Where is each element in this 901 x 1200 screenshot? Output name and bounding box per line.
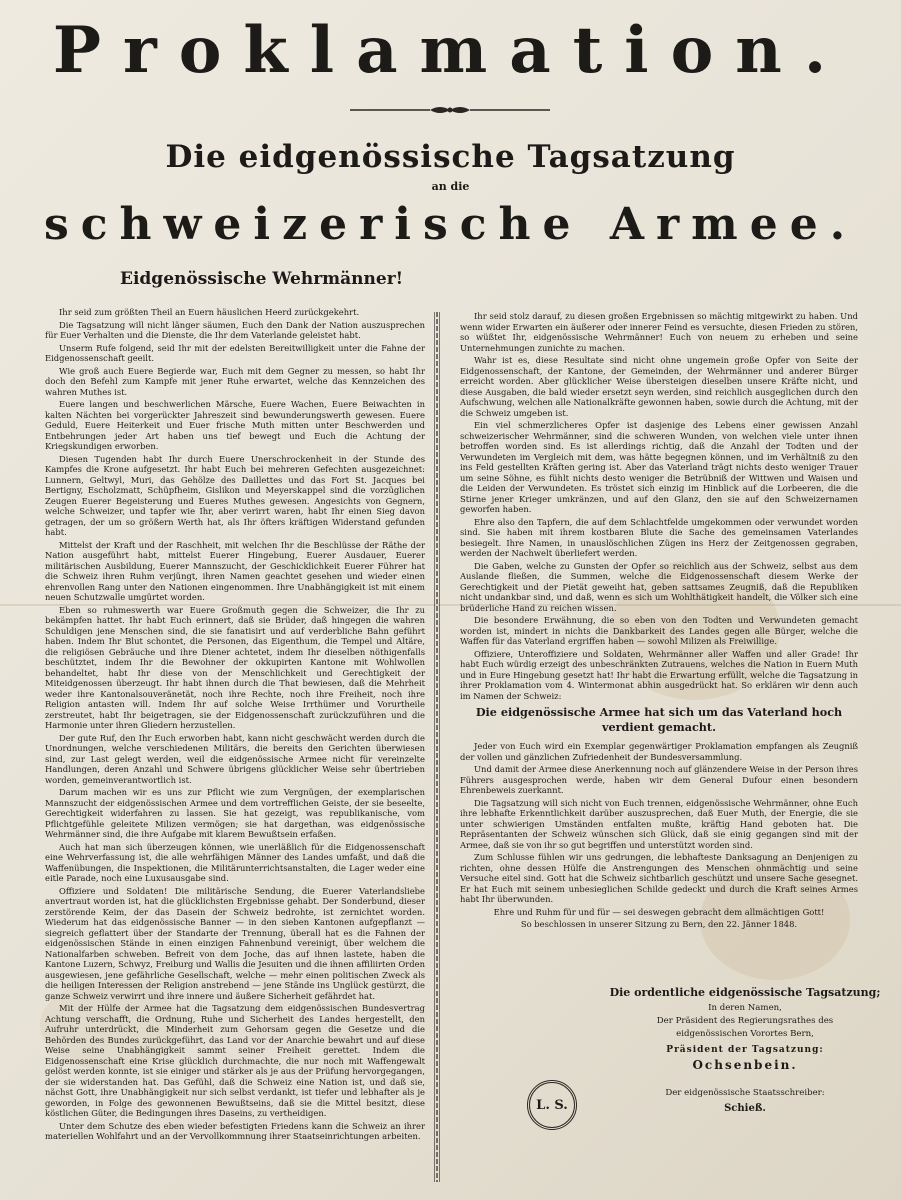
paragraph: Ihr seid zum größten Theil an Euern häuslichen Heerd zurückgekehrt.: [59, 307, 360, 317]
seal-stamp: L. S.: [527, 1080, 577, 1130]
paragraph: Ihr seid stolz darauf, zu diesen großen Ergebnissen so mächtig mitgewirkt zu haben. Und wenn wider Erwarten ein äußerer oder innerer Feind es versuchte, diesen Frieden zu stören, so wüßtet Ihr, eidgenössische Wehrmänner! Euch von neuem zu erheben und seine Unternehmungen zunichte zu machen.: [460, 311, 858, 353]
paragraph: Euere langen und beschwerlichen Märsche, Euere Wachen, Euere Beiwachten in kalten Nächten bei vorgerückter Jahreszeit sind bewunderungswerth gewesen. Euere Geduld, Euere Heiterkeit und Euer frische Muth mitten unter Beschwerden und Entbehrungen jeder Art haben uns tief bewegt und Euch die Achtung der Kriegskundigen erworben.: [45, 399, 425, 451]
paragraph: Die besondere Erwähnung, die so eben von den Todten und Verwundeten gemacht worden ist, mindert in nichts die Dankbarkeit des Landes gegen alle Bürger, welche die Waffen für das Vaterland ergriffen haben — sowohl Milizen als Freiwillige.: [460, 615, 858, 646]
closing-line: Ehre und Ruhm für und für — sei deswegen gebracht dem allmächtigen Gott!: [493, 906, 825, 917]
paragraph: Mit der Hülfe der Armee hat die Tagsatzung dem eidgenössischen Bundesvertrag Achtung verschafft, die Ordnung, Ruhe und Sicherheit des Landes hergestellt, den Aufruhr unterdrückt, die Minderheit zum Gehorsam gegen die Gesetze und die Behörden des Bundes zurückgeführt, das Land vor der Anarchie bewahrt und auf diese Weise seine Unabhängigkeit sammt seiner Freiheit gerettet. Indem die Eidgenossenschaft eine Krise glücklich durchmachte, die nur noch mit Waffengewalt gelöst werden konnte, ist sie einiger und stärker als je aus der Prüfung hervorgegangen, der sie widerstanden hat. Das Gefühl, daß die Schweiz eine Nation ist, und daß sie, nächst Gott, ihre Unabhängigkeit nur sich selbst verdankt, ist tiefer und lebhafter als je geworden, in Folge des gewonnenen Bewußtseins, daß sie die Mittel besitzt, diese köstlichen Güter, die Bedingungen ihres Daseins, zu vertheidigen.: [45, 1003, 425, 1118]
paragraph: Offiziere und Soldaten! Die militärische Sendung, die Euerer Vaterlandsliebe anvertraut worden ist, hat die glücklichsten Ergebnisse gehabt. Der Sonderbund, dieser zerstörende Keim, der das Dasein der Schweiz bedrohte, ist zernichtet worden. Wiederum hat das eidgenössische Banner — in den sieben Kantonen aufgepflanzt — siegreich geflattert über der Standarte der Trennung, überall hat es die Fahnen der eidgenössischen Stände in einen einzigen Fahnenbund vereinigt, über welchem die Nationalfarben schweben. Befreit von dem Joche, das auf ihnen lastete, haben die Kantone Luzern, Schwyz, Freiburg und Wallis die Jesuiten und die ihnen affiliirten Orden ausgewiesen, jene gefährliche Gesellschaft, welche — mehr einen politischen Zweck als die heiligen Interessen der Religion anstrebend — jene Stände ins Unglück gestürzt, die ganze Schweiz verwirrt und ihre innere und äußere Sicherheit gefährdet hat.: [45, 885, 425, 1001]
right-column: [460, 311, 858, 932]
paragraph: Jeder von Euch wird ein Exemplar gegenwärtiger Proklamation empfangen als Zeugniß der vollen und gänzlichen Zufriedenheit der Bundesversammlung.: [460, 741, 858, 762]
paragraph: Wie groß auch Euere Begierde war, Euch mit dem Gegner zu messen, so habt Ihr doch den Befehl zum Kampfe mit jener Ruhe erwartet, welche das Kennzeichen des wahren Muthes ist.: [45, 365, 425, 397]
emphasis-declaration: Die eidgenössische Armee hat sich um das Vaterland hoch verdient gemacht.: [475, 705, 843, 734]
paragraph: Wahr ist es, diese Resultate sind nicht ohne ungemein große Opfer von Seite der Eidgenossenschaft, der Kantone, der Gemeinden, der Wehrmänner und anderer Bürger erreicht worden. Aber glücklicher Weise übersteigen dieselben unsere Kräfte nicht, und diese Ausgaben, die bald wieder ersetzt seyn werden, sind reichlich ausgeglichen durch den Aufschwung, welchen alle Nationalkräfte gewonnen haben, sowie durch die Achtung, mit der die Schweiz umgeben ist.: [460, 355, 858, 418]
issuer-heading: Die eidgenössische Tagsatzung: [165, 139, 736, 175]
paragraph: Auch hat man sich überzeugen können, wie unerläßlich für die Eidgenossenschaft eine Wehrverfassung ist, die alle wehrfähigen Männer des Landes umfaßt, und daß die Waffenübungen, die Inspektionen, die Militärunterrichtsanstalten, die Lager weder eine eitle Parade, noch eine Luxusausgabe sind.: [45, 841, 425, 883]
paragraph: Unserm Rufe folgend, seid Ihr mit der edelsten Bereitwilligkeit unter die Fahne der Eidgenossenschaft geeilt.: [45, 342, 425, 363]
signature-line: Der Präsident des Regierungsrathes des: [656, 1016, 834, 1026]
left-column: [45, 307, 425, 1144]
paragraph: Diesen Tugenden habt Ihr durch Euere Unerschrockenheit in der Stunde des Kampfes die Krone aufgesetzt. Ihr habt Euch bei mehreren Gefechten ausgezeichnet: Lunnern, Geltwyl, Muri, das Gehölze des Daillettes und das Fort St. Jacques bei Bertigny, Escholzmatt, Schüpfheim, Gislikon und Meyerskappel sind die vorzüglichen Zeugen Euerer Begeisterung und Eueres Muthes gewesen. Angesichts von Gegnern, welche Schweizer, und tapfer wie Ihr, aber verirrt waren, habt Ihr einen Sieg davon getragen, der um so größern Werth hat, als Ihr öfters kräftigen Widerstand gefunden habt.: [45, 453, 425, 537]
paragraph: Darum machen wir es uns zur Pflicht wie zum Vergnügen, der exemplarischen Mannszucht der eidgenössischen Armee und dem vortrefflichen Geiste, der sie beseelte, Gerechtigkeit widerfahren zu lassen. Sie hat gezeigt, was republikanische, vom Pflichtgefühle geleitete Milizen vermögen; sie hat dargethan, was eidgenössische Wehrmänner sind, die ihre Aufgabe mit klarem Bewußtsein erfaßen.: [45, 787, 425, 839]
paragraph: Eben so ruhmeswerth war Euere Großmuth gegen die Schweizer, die Ihr zu bekämpfen hattet. Ihr habt Euch erinnert, daß sie Brüder, daß hingegen die wahren Schuldigen jene Menschen sind, die sie fanatisirt und auf verderbliche Bahn geführt haben. Indem Ihr Blut schontet, die Personen, das Eigenthum, die Tempel und Altäre, die religiösen Gebräuche und ihre Diener achtetet, indem Ihr dieselben nöthigenfalls beschütztet, indem Ihr die Bewohner der okkupirten Kantone mit Wohlwollen behandeltet, habt Ihr diese von der Menschlichkeit und Gerechtigkeit der Miteidgenossen überzeugt. Ihr habt ihnen durch die That bewiesen, daß die Mehrheit weder ihre Kantonalsouveränetät, noch ihre Rechte, noch ihre Freiheit, noch ihre Religion antasten will. Indem Ihr auf solche Weise Irrthümer und Vorurtheile zerstreutet, habt Ihr beigetragen, sie der Eidgenossenschaft zurückzuführen und die Harmonie unter ihren Gliedern herzustellen.: [45, 604, 425, 730]
paragraph: Die Tagsatzung will nicht länger säumen, Euch den Dank der Nation auszusprechen für Euer Verhalten und die Dienste, die Ihr dem Vaterlande geleistet habt.: [45, 319, 425, 340]
signature-line: Der eidgenössische Staatsschreiber:: [665, 1088, 825, 1098]
paragraph: Der gute Ruf, den Ihr Euch erworben habt, kann nicht geschwächt werden durch die Unordnungen, welche verschiedenen Militärs, die bereits den Gerichten überwiesen sind, zur Last gelegt werden, weil die eidgenössische Armee nicht für vereinzelte Handlungen, deren Anzahl und Schwere übrigens glücklicher Weise sehr übertrieben worden, gemeinverantwortlich ist.: [45, 732, 425, 785]
page-title: Proklamation.: [52, 13, 849, 88]
paragraph: Die Tagsatzung will sich nicht von Euch trennen, eidgenössische Wehrmänner, ohne Euch ihre lebhafte Erkenntlichkeit darüber auszusprechen, daß Euer Muth, der Energie, die sie unter schwierigen Umständen entfalten mußte, kräftig Hand geboten hat. Die Repräsentanten der Schweiz wünschen sich Glück, daß sie einig gegangen sind mit der Armee, daß sie von ihr so gut begriffen und unterstützt worden sind.: [460, 797, 858, 850]
signatory-secretary: Schieß.: [724, 1103, 766, 1114]
column-divider-ornament: [433, 312, 441, 1182]
salutation: Eidgenössische Wehrmänner!: [120, 269, 404, 289]
signature-heading: Die ordentliche eidgenössische Tagsatzung;: [609, 986, 881, 999]
paragraph: Unter dem Schutze des eben wieder befestigten Friedens kann die Schweiz an ihrer materiellen Wohlfahrt und an der Vervollkommnung ihrer Staatseinrichtungen arbeiten.: [45, 1120, 425, 1141]
paragraph: Zum Schlusse fühlen wir uns gedrungen, die lebhafteste Danksagung an Denjenigen zu richten, ohne dessen Hülfe die Anstrengungen des Menschen ohnmächtig und seine Versuche eitel sind. Gott hat die Schweiz sichtbarlich geschützt und unsere Sache gesegnet. Er hat Euch mit seinem unbesieglichen Schilde gedeckt und durch die Kraft seines Armes habt Ihr überwunden.: [460, 852, 858, 904]
closing-date-line: So beschlossen in unserer Sitzung zu Bern, den 22. Jänner 1848.: [520, 919, 798, 929]
paragraph: Und damit der Armee diese Anerkennung noch auf glänzendere Weise in der Person ihres Führers ausgesprochen werde, haben wir dem General Dufour einen besondern Ehrenbeweis zuerkannt.: [460, 764, 858, 795]
recipient-heading: schweizerische Armee.: [43, 199, 858, 250]
paragraph: Die Gaben, welche zu Gunsten der Opfer so reichlich aus der Schweiz, selbst aus dem Auslande fließen, die Summen, welche die Eidgenossenschaft diesem Werke der Gerechtigkeit und der Pietät geweiht hat, geben sattsames Zeugniß, daß die Republiken nicht undankbar sind, und daß, wenn es sich um Wohlthätigkeit handelt, die Völker sich eine brüderliche Hand zu reichen wissen.: [460, 560, 858, 613]
ornament-divider: [350, 104, 550, 116]
paragraph: Offiziere, Unteroffiziere und Soldaten, Wehrmänner aller Waffen und aller Grade! Ihr habt Euch würdig erzeigt des unbeschränkten Zutrauens, welches die Nation in Euern Muth und in Eure Hingebung gesetzt hat! Ihr habt die Erwartung erfüllt, welche die Tagsatzung in ihrer Proklamation vom 4. Wintermonat abhin ausgedrückt hat. So erklären wir denn auch im Namen der Schweiz:: [460, 648, 858, 701]
connector-text: an die: [431, 180, 470, 193]
paragraph: Mittelst der Kraft und der Raschheit, mit welchen Ihr die Beschlüsse der Räthe der Nation ausgeführt habt, mittelst Euerer Hingebung, Euerer Ausdauer, Euerer militärischen Ausbildung, Euerer Mannszucht, der Geschicklichkeit Euerer Führer hat die Schweiz ihren Ruhm verjüngt, ihren Namen geachtet gesehen und wieder einen ehrenvollen Rang unter den Nationen eingenommen. Ihre Unabhängigkeit ist mit einem neuen Schutzwalle umgürtet worden.: [45, 539, 425, 602]
signature-line: eidgenössischen Vorortes Bern,: [676, 1029, 814, 1039]
signatory-president: Ochsenbein.: [692, 1058, 798, 1072]
signature-line: In deren Namen,: [708, 1003, 782, 1013]
paragraph: Ein viel schmerzlicheres Opfer ist dasjenige des Lebens einer gewissen Anzahl schweizerischer Wehrmänner, sind die schweren Wunden, von welchen viele unter ihnen betroffen worden sind. Es ist allerdings richtig, daß die Anzahl der Todten und der Verwundeten im Vergleich mit dem, was hätte begegnen können, und im Verhältniß zu den ins Feld gestellten Kräften gering ist. Aber das Vaterland trägt nichts desto weniger Trauer um seine Söhne, es fühlt nichts desto weniger die Betrübniß der Wittwen und Waisen und die Leiden der Verwundeten. Es tröstet sich einzig im Hinblick auf die Lorbeeren, die die Stirne jener Krieger umkränzen, und auf den Glanz, den sie auf den Schweizernamen geworfen haben.: [460, 420, 858, 514]
signature-line: Präsident der Tagsatzung:: [666, 1045, 824, 1055]
paragraph: Ehre also den Tapfern, die auf dem Schlachtfelde umgekommen oder verwundet worden sind. Sie haben mit ihrem kostbaren Blute die Sache des gemeinsamen Vaterlandes besiegelt. Ihre Namen, in unauslöschlichen Zügen ins Herz der Zeitgenossen gegraben, werden der Nachwelt überliefert werden.: [460, 516, 858, 558]
